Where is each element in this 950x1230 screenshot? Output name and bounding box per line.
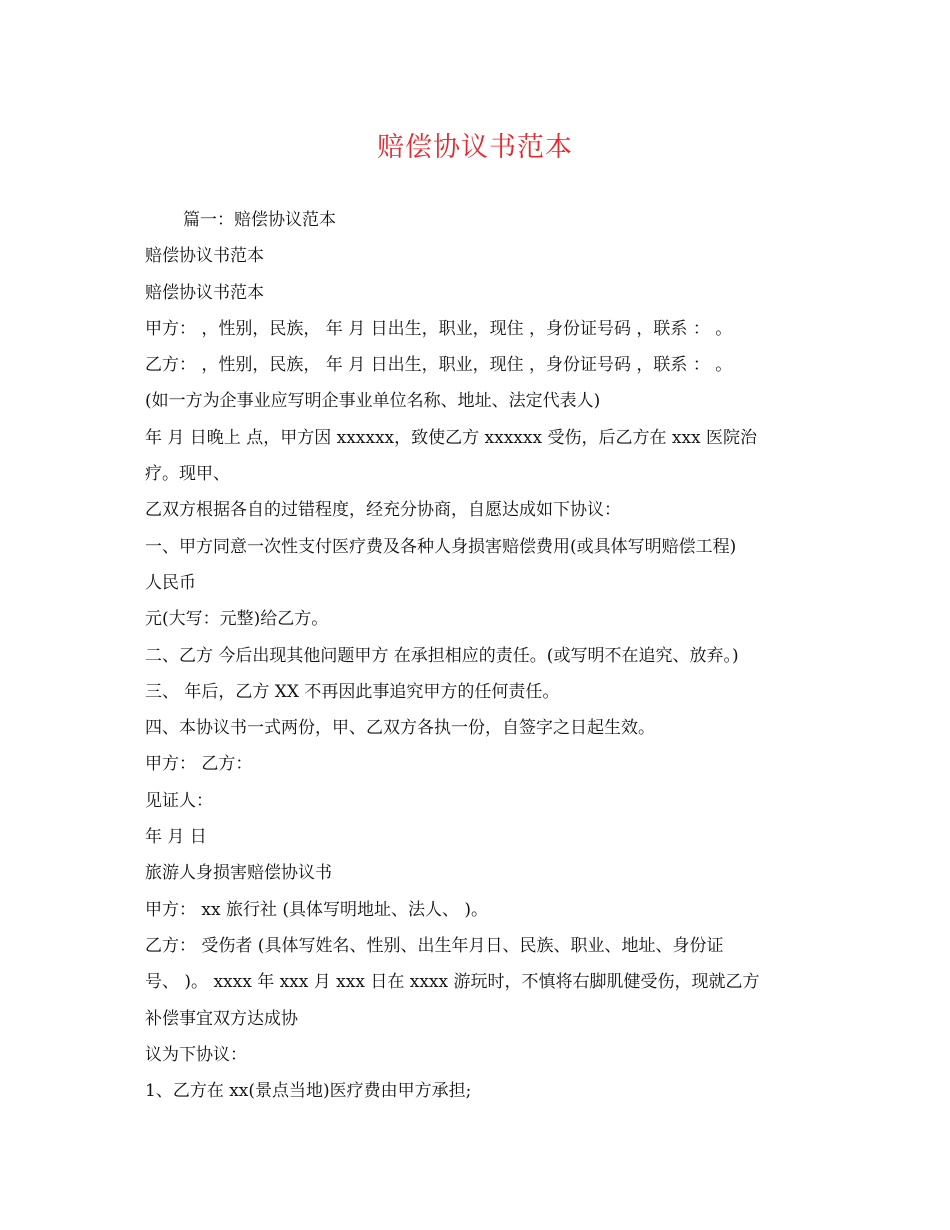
- party-a-line: 甲方： ，性别，民族， 年 月 日出生，职业，现住 ，身份证号码 ，联系 ： 。: [145, 318, 733, 339]
- paragraph-line: 人民币: [145, 572, 196, 593]
- paragraph-line: 乙双方根据各自的过错程度，经充分协商，自愿达成如下协议：: [145, 500, 621, 521]
- paragraph-line: 补偿事宜双方达成协: [145, 1008, 298, 1029]
- document-title: 赔偿协议书范本: [377, 132, 573, 163]
- paragraph-line: 赔偿协议书范本: [145, 282, 264, 303]
- section-heading: 篇一：赔偿协议范本: [183, 210, 336, 230]
- paragraph-line: (如一方为企事业应写明企事业单位名称、地址、法定代表人): [145, 391, 601, 412]
- witness-line: 见证人：: [145, 790, 213, 811]
- party-b-line: 乙方： ，性别，民族， 年 月 日出生，职业，现住 ，身份证号码 ，联系 ： 。: [145, 355, 733, 376]
- paragraph-line: 元(大写：元整)给乙方。: [145, 609, 329, 630]
- clause-four: 四、本协议书一式两份，甲、乙双方各执一份，自签字之日起生效。: [145, 718, 655, 739]
- clause-two: 二、乙方 今后出现其他问题甲方 在承担相应的责任。(或写明不在追究、放弃。): [145, 645, 739, 666]
- clause-item: 1、乙方在 xx(景点当地)医疗费由甲方承担;: [145, 1081, 472, 1102]
- party-b-line: 乙方： 受伤者 (具体写姓名、性别、出生年月日、民族、职业、地址、身份证: [145, 935, 724, 956]
- document-body: [145, 202, 810, 1109]
- paragraph-line: 疗。现甲、: [145, 464, 230, 485]
- clause-three: 三、 年后，乙方 XX 不再因此事追究甲方的任何责任。: [145, 681, 560, 702]
- paragraph-line: 赔偿协议书范本: [145, 246, 264, 267]
- date-line: 年 月 日: [145, 827, 207, 848]
- paragraph-line: 号、 )。 xxxx 年 xxx 月 xxx 日在 xxxx 游玩时，不慎将右脚肌健受伤，现就乙方: [145, 972, 760, 993]
- paragraph-line: 年 月 日晚上 点，甲方因 xxxxxx，致使乙方 xxxxxx 受伤，后乙方在 xxx 医院治: [145, 427, 758, 448]
- subheading: 旅游人身损害赔偿协议书: [145, 863, 332, 884]
- party-a-line: 甲方： xx 旅行社 (具体写明地址、法人、 )。: [145, 899, 489, 920]
- signature-line: 甲方： 乙方：: [145, 754, 253, 775]
- clause-one: 一、甲方同意一次性支付医疗费及各种人身损害赔偿费用(或具体写明赔偿工程): [145, 536, 737, 557]
- paragraph-line: 议为下协议：: [145, 1044, 247, 1065]
